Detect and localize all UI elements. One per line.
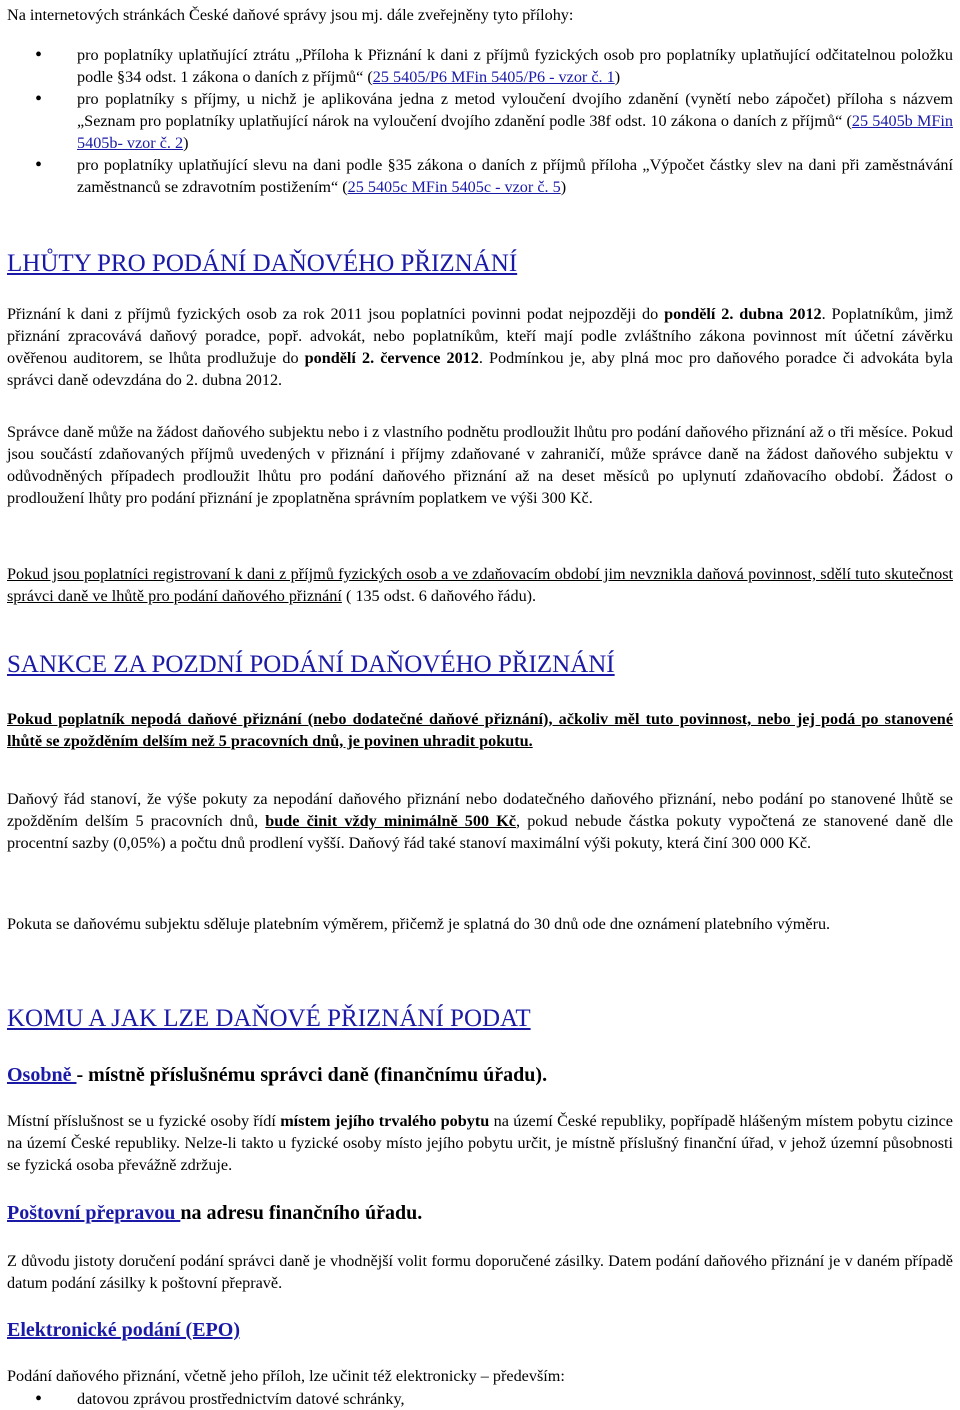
text: . Poplatníkům, jimž přiznání zpracovává daňový poradce, popř. advokát, nebo poplatníkům, kteří mají podle zvláštního zákona povinnost mít účetní závěrku ověřenou auditorem, se lhůta prodlužuje do (7, 305, 953, 367)
form-link[interactable]: 25 5405c MFin 5405c - vzor č. 5 (347, 178, 561, 196)
where-heading: KOMU A JAK LZE DAŇOVÉ PŘIZNÁNÍ PODAT (7, 1005, 531, 1032)
text: . Podmínkou je, aby plná moc pro daňového poradce či advokáta byla správci daně odevzdána do 2. dubna 2012. (7, 349, 953, 389)
penalty-paragraph (7, 788, 953, 854)
list-item: • datovou zprávou prostřednictvím datové schránky, (7, 1388, 953, 1410)
electronic-list (7, 1388, 953, 1410)
intro-text: Na internetových stránkách České daňové správy jsou mj. dále zveřejněny tyto přílohy: (7, 6, 574, 24)
underlined-text: Pokud jsou poplatníci registrovaní k dani z příjmů fyzických osob a ve zdaňovacím období jim nevznikla daňová povinnost, sdělí tuto skutečnost správci daně ve lhůtě pro podání daňového přiznání (7, 565, 953, 605)
bold-underlined-text: Pokud poplatník nepodá daňové přiznání (nebo dodatečné daňové přiznání), ačkoliv měl tuto povinnost, nebo jej podá po stanovené lhůtě se zpožděním delším než 5 pracovních dnů, je povinen uhradit pokutu. (7, 710, 953, 750)
text: ( 135 odst. 6 daňového řádu). (341, 587, 537, 605)
electronic-paragraph: Podání daňového přiznání, včetně jeho příloh, lze učinit též elektronicky – především: (7, 1367, 565, 1385)
item-text-end: ) (560, 178, 567, 196)
minimum-penalty: bude činit vždy minimálně 500 Kč (265, 812, 516, 830)
deadline-date: pondělí 2. dubna 2012 (664, 305, 822, 323)
penalty-warning (7, 708, 953, 752)
list-item (7, 44, 953, 88)
item-text-end: ) (614, 68, 621, 86)
sanctions-heading: SANKCE ZA POZDNÍ PODÁNÍ DAŇOVÉHO PŘIZNÁNÍ (7, 651, 615, 678)
bold-text: místem jejího trvalého pobytu (280, 1112, 490, 1130)
form-link[interactable]: 25 5405b MFin 5405b- vzor č. 2 (77, 112, 953, 152)
text: Daňový řád stanoví, že výše pokuty za nepodání daňového přiznání nebo dodatečného daňového přiznání, nebo podání po stanovené lhůtě se zpožděním delším 5 pracovních dnů, (7, 790, 953, 830)
extended-deadline-date: pondělí 2. července 2012 (304, 349, 479, 367)
no-liability-paragraph (7, 563, 953, 607)
deadlines-paragraph (7, 303, 953, 391)
text: na území České republiky, popřípadě hlášeným místem pobytu cizince na území České republiky. Nelze-li takto u fyzické osoby místo jejího pobytu určit, je místně příslušný finanční úřad, v jehož územní působnosti se fyzická osoba převážně zdržuje. (7, 1112, 953, 1174)
item-text: pro poplatníky s příjmy, u nichž je aplikována jedna z metod vyloučení dvojího zdanění (vynětí nebo zápočet) příloha s názvem „Seznam pro poplatníky uplatňující nárok na vyloučení dvojího zdanění podle 38f odst. 10 zákona o daních z příjmů“ ( (77, 90, 953, 130)
item-text: pro poplatníky uplatňující slevu na dani podle §35 zákona o daních z příjmů příloha „Výpočet částky slev na dani při zaměstnávání zaměstnanců se zdravotním postižením“ ( (77, 156, 953, 196)
subheading-text: - místně příslušnému správci daně (finančnímu úřadu). (76, 1064, 548, 1086)
subheading-link-text: Poštovní přepravou (7, 1202, 181, 1224)
payment-paragraph: Pokuta se daňovému subjektu sděluje platebním výměrem, přičemž je splatná do 30 dnů ode dne oznámení platebního výměru. (7, 915, 831, 933)
jurisdiction-paragraph (7, 1110, 953, 1176)
extension-paragraph: Správce daně může na žádost daňového subjektu nebo i z vlastního podnětu prodloužit lhůtu pro podání daňového přiznání až o tři měsíce. Pokud jsou součástí zdaňovaných příjmů uvedených v přiznání i příjmy zdaňované v zahraničí, může správce daně na žádost daňového subjektu v odůvodněných případech prodloužit lhůtu pro podání daňového přiznání až na deset měsíců po uplynutí zdaňovacího období. Žádost o prodloužení lhůty pro podání přiznání je zpoplatněna správním poplatkem ve výši 300 Kč. (7, 423, 953, 507)
electronic-subheading (7, 1317, 240, 1343)
subheading-link-text: Osobně (7, 1064, 77, 1086)
item-text-end: ) (183, 134, 189, 152)
post-subheading (7, 1200, 422, 1226)
personal-subheading (7, 1062, 547, 1088)
attachments-list (7, 44, 953, 198)
subheading-text: na adresu finančního úřadu. (180, 1202, 423, 1224)
text: Přiznání k dani z příjmů fyzických osob za rok 2011 jsou poplatníci povinni podat nejpozději do (7, 305, 665, 323)
list-item (7, 154, 953, 198)
form-link[interactable]: 25 5405/P6 MFin 5405/P6 - vzor č. 1 (372, 68, 615, 86)
item-text: pro poplatníky uplatňující ztrátu „Příloha k Přiznání k dani z příjmů fyzických osob pro poplatníky uplatňující odčitatelnou položku podle §34 odst. 1 zákona o daních z příjmů“ ( (77, 46, 953, 86)
subheading-link-text: Elektronické podání (EPO) (7, 1319, 240, 1341)
post-paragraph: Z důvodu jistoty doručení podání správci daně je vhodnější volit formu doporučené zásilky. Datem podání daňového přiznání je v daném případě datum podání zásilky k poštovní přepravě. (7, 1252, 953, 1292)
deadlines-heading: LHŮTY PRO PODÁNÍ DAŇOVÉHO PŘIZNÁNÍ (7, 250, 518, 277)
text: , pokud nebude částka pokuty vypočtená ze stanovené daně dle procentní sazby (0,05%) a počtu dnů prodlení vyšší. Daňový řád také stanoví maximální výši pokuty, která činí 300 000 Kč. (7, 812, 953, 852)
text: Místní příslušnost se u fyzické osoby řídí (7, 1112, 281, 1130)
list-item (7, 88, 953, 154)
